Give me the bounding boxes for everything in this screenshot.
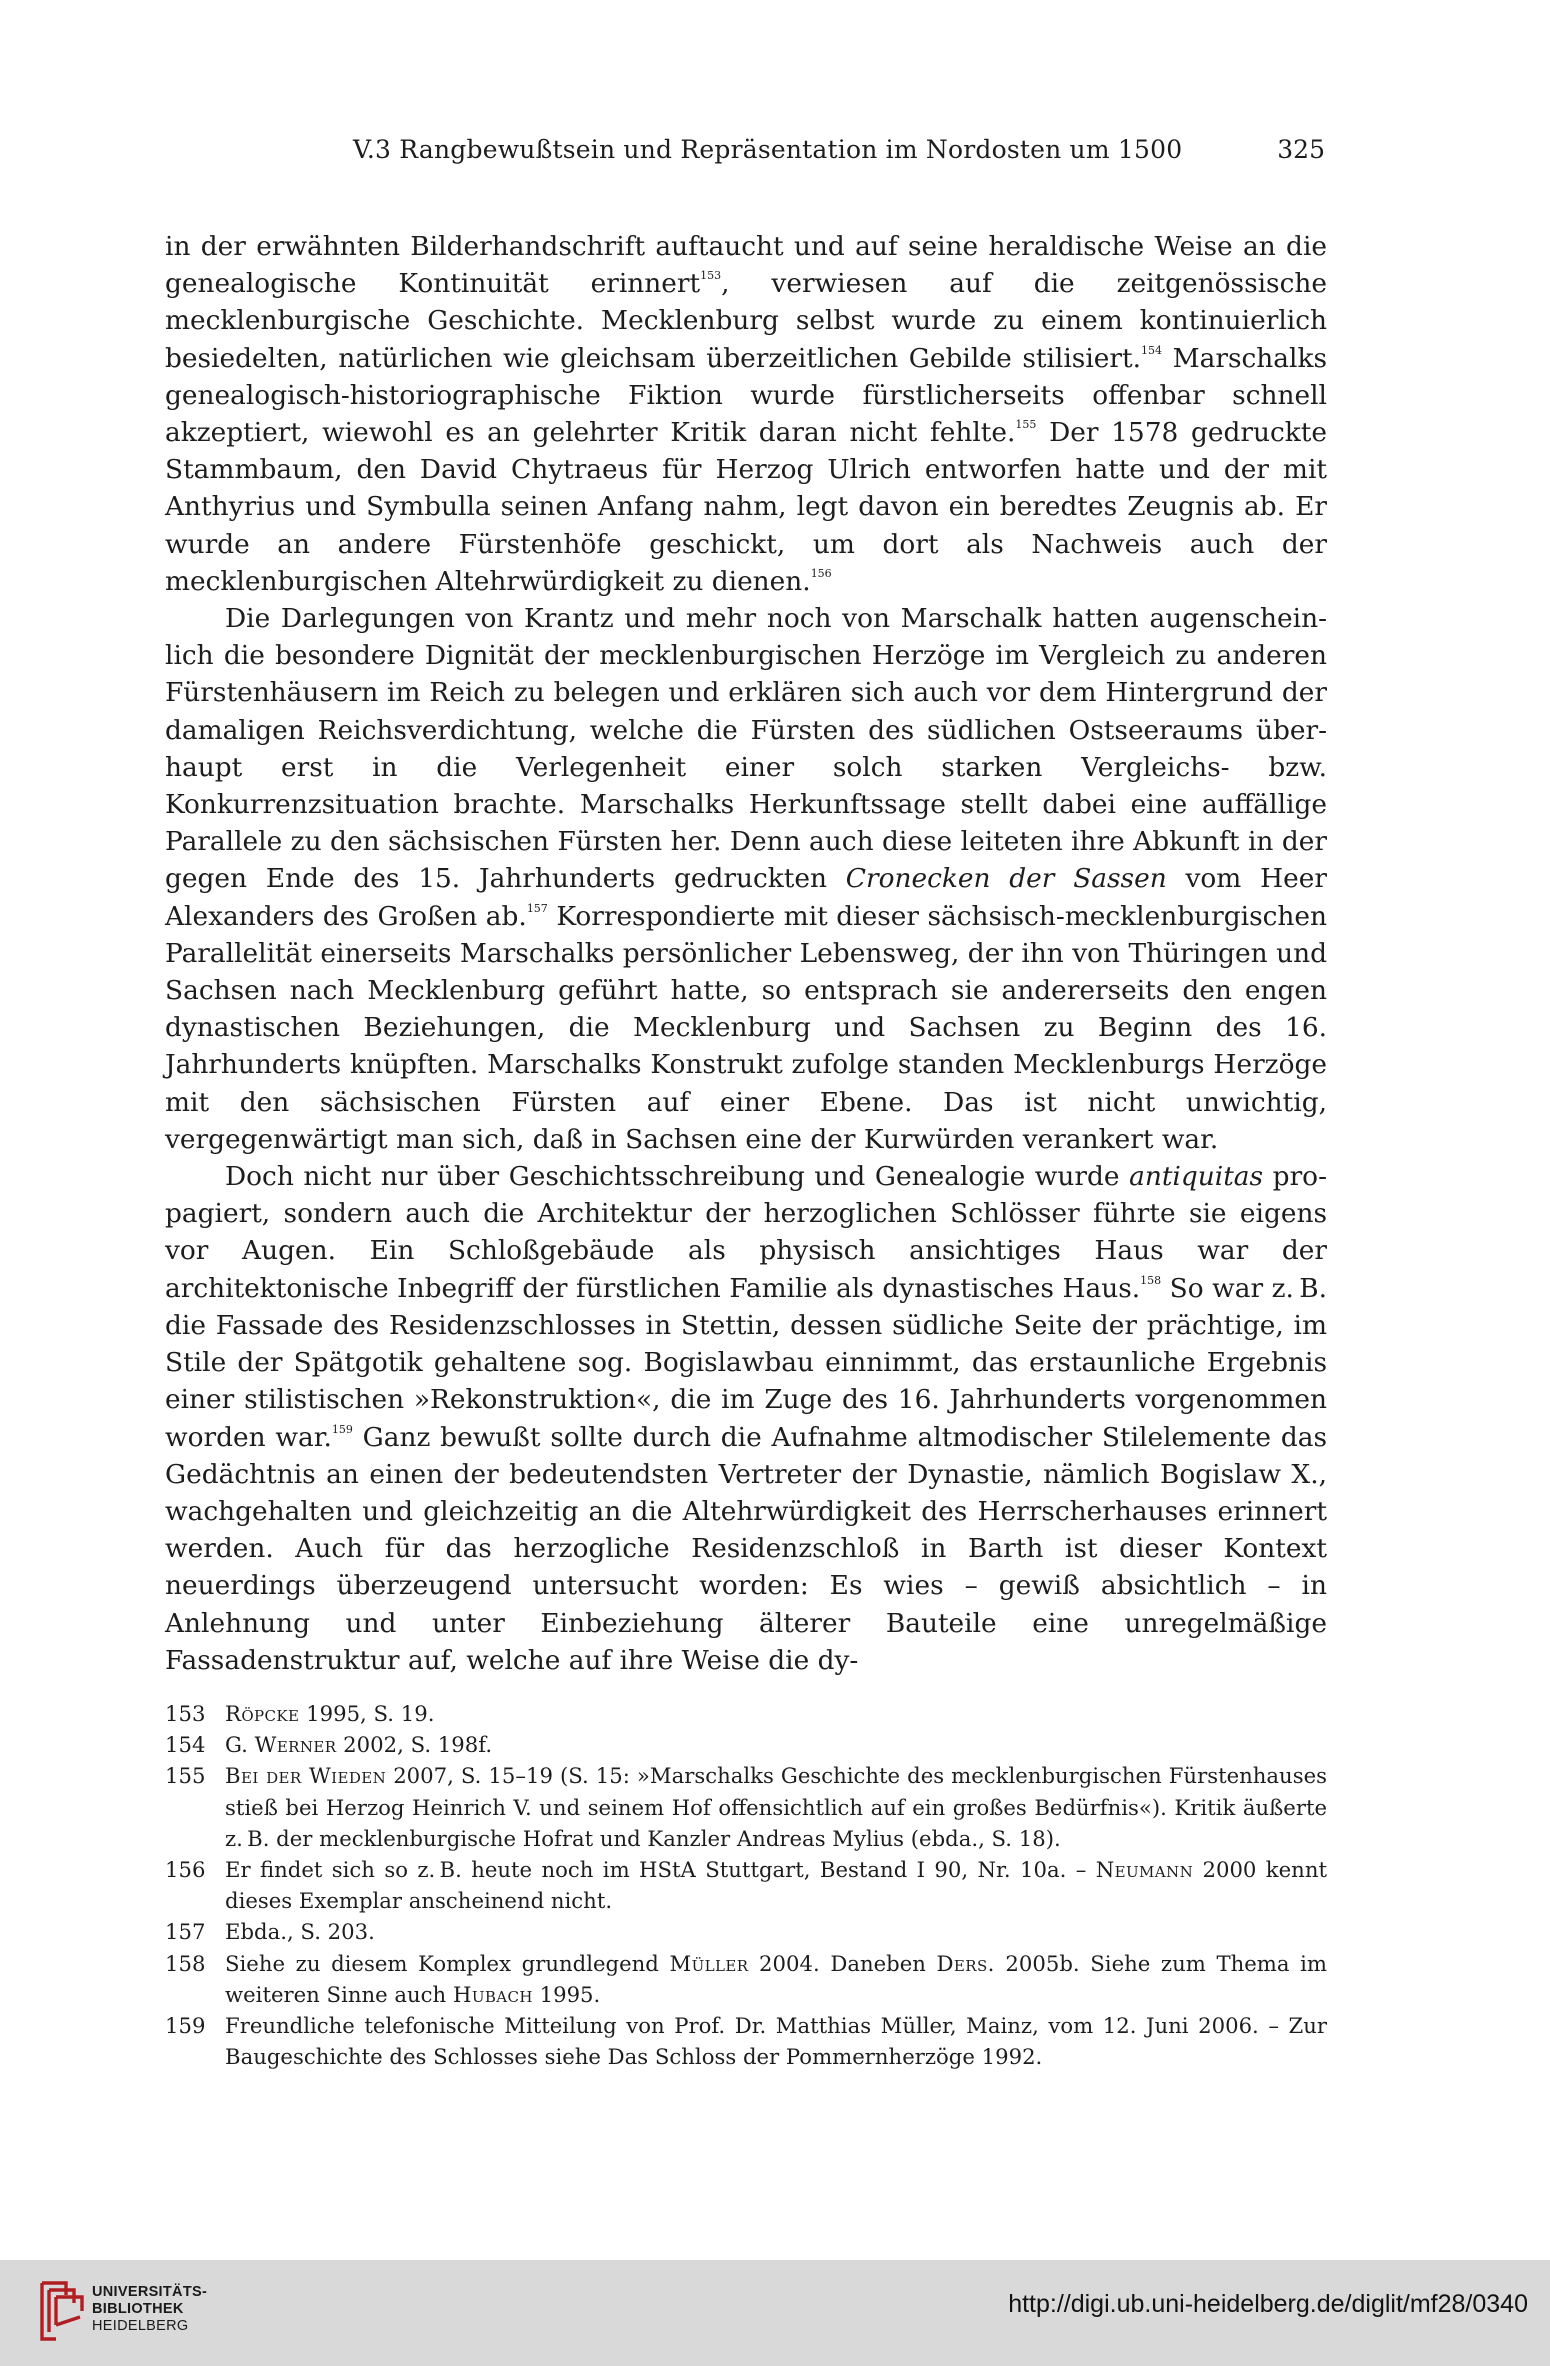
paragraph-3: [165, 1158, 1327, 1679]
footnote-159: [165, 2010, 1327, 2072]
footnote-158: [165, 1948, 1327, 2010]
author-name: Bei der Wieden: [225, 1763, 387, 1789]
running-title: V.3 Rangbewußtsein und Repräsentation im Nordosten um 1500: [353, 135, 1183, 164]
footnote-ref-153[interactable]: 153: [700, 269, 722, 283]
text-run: Die Darlegungen von Krantz und mehr noch von Marschalk hatten augenscheinlich die besondere Dignität der mecklenburgischen Herzöge im Vergleich zu anderen Fürstenhäusern im Reich zu belegen und erklären sich auch vor dem Hintergrund der damaligen Reichsverdichtung, welche die Fürsten des südlichen Ostseeraums überhaupt erst in die Verlegenheit einer solch starken Vergleichs- bzw. Konkurrenzsituation brachte. Marschalks Herkunftssage stellt dabei eine auffällige Parallele zu den sächsischen Fürsten her. Denn auch diese leiteten ihre Abkunft in der gegen Ende des 15. Jahrhunderts gedruckten: [165, 603, 1327, 895]
footnote-153: [165, 1698, 1327, 1729]
text-run: in der erwähnten Bilderhandschrift auftaucht und auf seine heraldische Weise an die genealogische Kontinuität erinnert: [165, 231, 1327, 300]
footnote-154: [165, 1729, 1327, 1760]
footnote-ref-158[interactable]: 158: [1140, 1273, 1162, 1287]
footer-bar: [0, 2260, 1550, 2366]
footnotes: [165, 1698, 1327, 2072]
text-run: Doch nicht nur über Geschichtsschreibung und Genealogie wurde: [225, 1161, 1130, 1193]
footnote-ref-156[interactable]: 156: [810, 566, 832, 580]
page-number: 325: [1277, 135, 1325, 164]
main-text: [165, 228, 1327, 1679]
footnote-ref-154[interactable]: 154: [1141, 343, 1163, 357]
footnote-text: [225, 1729, 1327, 1760]
footnote-text: [225, 1760, 1327, 1854]
author-name: Werner: [254, 1732, 337, 1758]
text-run: , verwiesen auf die zeitgenössische mecklenburgische Geschichte. Mecklenburg selbst wurde zu einem kontinuierlich besiedelten, natürlichen wie gleichsam überzeitlichen Gebilde stilisiert.: [165, 268, 1328, 374]
footnote-155: [165, 1760, 1327, 1854]
footnote-text: Freundliche telefonische Mitteilung von Prof. Dr. Matthias Müller, Mainz, vom 12. Juni 2006. – Zur Baugeschichte des Schlosses siehe Das Schloss der Pommernherzöge 1992.: [225, 2013, 1327, 2070]
library-line-3: HEIDELBERG: [92, 2318, 189, 2334]
author-name: Ders.: [936, 1950, 995, 1976]
footnote-156: [165, 1854, 1327, 1916]
footnote-number: 156: [165, 1857, 206, 1883]
paragraph-1: [165, 228, 1327, 600]
text-run: propagiert, sondern auch die Architektur der herzoglichen Schlösser führte sie eigens vor Augen. Ein Schloßgebäude als physisch ansichtiges Haus war der architektonische Inbegriff der fürstlichen Familie als dynastisches Haus.: [165, 1161, 1327, 1304]
text-run: Er findet sich so z. B. heute noch im HStA Stuttgart, Bestand I 90, Nr. 10a. –: [225, 1857, 1096, 1883]
author-name: Röpcke: [225, 1701, 300, 1726]
footnote-ref-155[interactable]: 155: [1015, 418, 1037, 432]
text-run: 2002, S. 198f.: [336, 1732, 493, 1758]
italic-title: Cronecken der Sassen: [845, 863, 1167, 895]
footnote-text: [225, 1948, 1327, 2010]
footnote-157: [165, 1916, 1327, 1947]
footnote-number: 155: [165, 1763, 206, 1789]
footnote-ref-157[interactable]: 157: [526, 901, 548, 915]
library-line-2: BIBLIOTHEK: [92, 2301, 184, 2317]
running-head: [165, 135, 1325, 175]
footnote-number: 153: [165, 1701, 206, 1726]
italic-term: antiquitas: [1129, 1161, 1264, 1193]
footnote-number: 158: [165, 1950, 206, 1976]
text-run: Marschalks genealogisch-historiographische Fiktion wurde fürstlicherseits offenbar schnell akzeptiert, wiewohl es an gelehrter Kritik daran nicht fehlte.: [165, 342, 1327, 449]
author-name: Hubach: [452, 1981, 533, 2007]
ub-heidelberg-logo-icon[interactable]: [36, 2277, 86, 2345]
text-run: Ganz bewußt sollte durch die Aufnahme altmodischer Stilelemente das Gedächtnis an einen der bedeutendsten Vertreter der Dynastie, nämlich Bogislaw X., wachgehalten und gleichzeitig an die Altehrwürdigkeit des Herrscherhauses erinnert werden. Auch für das herzogliche Residenzschloß in Barth ist dieser Kontext neuerdings überzeugend untersucht worden: Es wies – gewiß absichtlich – in Anlehnung und unter Einbeziehung älterer Bauteile eine unregelmäßige Fassadenstruktur auf, welche auf ihre Weise die dy-: [165, 1421, 1327, 1676]
text-run: So war z. B. die Fassade des Residenzschlosses in Stettin, dessen südliche Seite der prächtige, im Stile der Spätgotik gehaltene sog. Bogislawbau einnimmt, das erstaunliche Ergebnis einer stilistischen »Rekonstruktion«, die im Zuge des 16. Jahrhunderts vorgenommen worden war.: [165, 1272, 1328, 1453]
author-name: Müller: [669, 1950, 749, 1976]
footnote-ref-159[interactable]: 159: [331, 1422, 353, 1436]
text-run: 1995, S. 19.: [299, 1701, 435, 1726]
text-run: G.: [225, 1732, 255, 1758]
library-line-1: UNIVERSITÄTS-: [92, 2284, 208, 2300]
footnote-number: 157: [165, 1919, 206, 1945]
footnote-text: [225, 1698, 1327, 1729]
text-run: 2007, S. 15–19 (S. 15: »Marschalks Geschichte des mecklenburgischen Fürstenhauses stieß bei Herzog Heinrich V. und seinem Hof offensichtlich auf ein großes Bedürfnis«). Kritik äußerte z. B. der mecklenburgische Hofrat und Kanzler Andreas Mylius (ebda., S. 18).: [225, 1763, 1327, 1851]
text-run: 2004. Daneben: [748, 1950, 937, 1976]
paragraph-2: [165, 600, 1327, 1158]
text-run: 2000 kennt dieses Exemplar anscheinend nicht.: [225, 1857, 1327, 1914]
footnote-number: 159: [165, 2013, 206, 2039]
text-run: Siehe zu diesem Komplex grundlegend: [225, 1950, 670, 1976]
text-run: 1995.: [532, 1981, 601, 2007]
footnote-number: 154: [165, 1732, 206, 1758]
footnote-text: [225, 1854, 1327, 1916]
text-run: Der 1578 gedruckte Stammbaum, den David Chytraeus für Herzog Ulrich entworfen hatte und der mit Anthyrius und Symbulla seinen Anfang nahm, legt davon ein beredtes Zeugnis ab. Er wurde an andere Fürstenhöfe geschickt, um dort als Nachweis auch der mecklenburgischen Altehrwürdigkeit zu dienen.: [165, 417, 1328, 597]
author-name: Neumann: [1095, 1857, 1194, 1883]
library-name[interactable]: [92, 2284, 207, 2335]
permalink-url[interactable]: http://digi.ub.uni-heidelberg.de/diglit/mf28/0340: [1008, 2290, 1528, 2318]
text-run: vom Heer Alexanders des Großen ab.: [165, 863, 1327, 932]
text-run: Korrespondierte mit dieser sächsisch-mecklenburgischen Parallelität einerseits Marschalks persönlicher Lebensweg, der ihn von Thüringen und Sachsen nach Mecklenburg geführt hatte, so entsprach sie andererseits den engen dynastischen Beziehungen, die Mecklenburg und Sachsen zu Beginn des 16. Jahrhunderts knüpften. Marschalks Konstrukt zufolge standen Mecklenburgs Herzöge mit den sächsischen Fürsten auf einer Ebene. Das ist nicht unwichtig, vergegenwärtigt man sich, daß in Sachsen eine der Kurwürden verankert war.: [165, 900, 1327, 1155]
footnote-text: Ebda., S. 203.: [225, 1919, 375, 1945]
text-run: 2005b. Siehe zum Thema im weiteren Sinne auch: [225, 1950, 1328, 2007]
